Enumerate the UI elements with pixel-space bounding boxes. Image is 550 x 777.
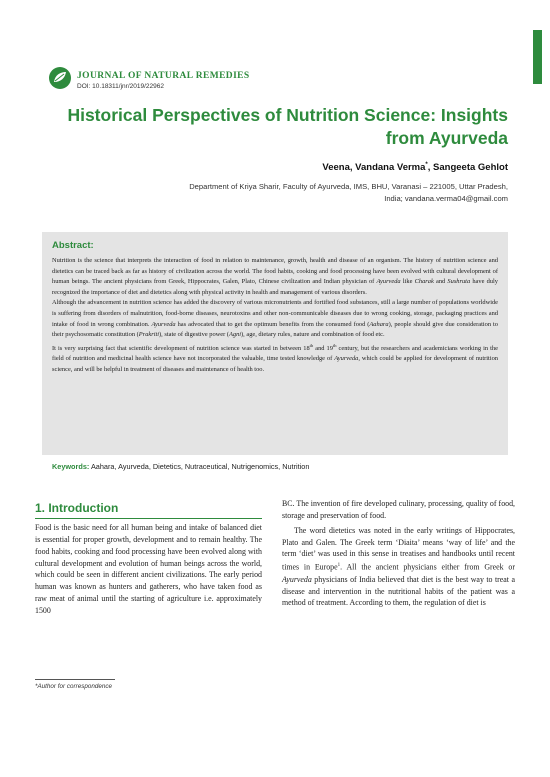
abstract-text: , which could be applied for development of nutrition science, and will be helpful in treatment of diseases and maintenance of health too. (52, 355, 498, 374)
body-column-right (282, 498, 515, 609)
title-line-1: Historical Perspectives of Nutrition Science: Insights (67, 105, 508, 125)
correspondence-mark: * (425, 162, 428, 168)
abstract-term: Prakriti (138, 331, 160, 339)
body-text: . All the ancient physicians either from Greek or (340, 562, 515, 572)
author-list (322, 162, 508, 173)
abstract-paragraph-3 (52, 341, 498, 376)
journal-header (48, 66, 488, 94)
abstract-text: ), state of digestive power ( (159, 331, 229, 339)
affiliation-line-1: Department of Kriya Sharir, Faculty of Ayurveda, IMS, BHU, Varanasi – 221005, Uttar Pradesh, (189, 182, 508, 191)
abstract-term: Agni (228, 331, 242, 339)
abstract-term: Ayurveda (376, 278, 401, 286)
author-names-a: Veena, Vandana Verma (322, 162, 426, 174)
abstract-body (52, 256, 498, 376)
body-text: physicians of India believed that diet is the best way to treat a disease and intervention in the nutritional habits of the patient was a method of treatment. According to them, the regulation of diet is (282, 574, 515, 608)
body-paragraph-right-1: BC. The invention of fire developed culinary, processing, quality of food, storage and preservation of food. (282, 499, 515, 520)
abstract-text: It is very surprising fact that scientific development of nutrition science was started in between 18 (52, 344, 310, 352)
abstract-heading: Abstract: (52, 240, 94, 251)
side-color-bar (533, 30, 542, 84)
abstract-text: Although the advancement in nutrition science has added the discovery of various micronutrients and fortified food substances, still a large number of populations worldwide is suffering from disorders of malnutrition, food-borne diseases, neurotoxins and other non-communicable diseases due to wrong cooking, storage, packaging practices and intake of food in wrong combination. (52, 299, 498, 328)
reference-mark: 1 (337, 563, 341, 569)
footnote: *Author for correspondence (35, 683, 113, 690)
journal-name: JOURNAL OF NATURAL REMEDIES (77, 71, 250, 81)
abstract-term: Ayurveda (334, 355, 359, 363)
body-column-left (35, 522, 262, 617)
keywords-label: Keywords: (52, 462, 90, 471)
affiliation (108, 181, 508, 205)
affiliation-line-2: India; vandana.verma04@gmail.com (384, 194, 508, 203)
abstract-text: have duly recognized the importance of diet and dietetics along with physical activity in health and management of various disorders. (52, 278, 498, 296)
abstract-term: Sushruta (447, 278, 471, 286)
abstract-term: Charak (414, 278, 434, 286)
section-rule (35, 518, 262, 519)
abstract-term: Ayurveda (151, 320, 176, 328)
keywords-value: Aahara, Ayurveda, Dietetics, Nutraceutical, Nutrigenomics, Nutrition (90, 462, 310, 471)
journal-logo-icon (48, 66, 72, 90)
abstract-text: like (400, 278, 415, 286)
ordinal-suffix: th (332, 342, 337, 348)
body-paragraph-left: Food is the basic need for all human being and intake of balanced diet is essential for proper growth, development and to remain healthy. The food habits, cooking and food processing have been evolved along with cultural development and evolution of human beings across the world, which could be seen in different ancient civilizations. The early period human was known as hunters and gatherers, who have taken food as raw meat of animal until the starting of agriculture i.e. approximately 1500 (35, 523, 262, 615)
abstract-box (42, 232, 508, 455)
abstract-paragraph-1 (52, 256, 498, 298)
abstract-paragraph-2 (52, 298, 498, 340)
body-text: The word dietetics was noted in the early writings of Hippocrates, Plato and Galen. The Greek term ‘Diaita’ means ‘way of life’ and the term ‘diet’ was used in this sense in treatises and handbooks until recent times in Europe (282, 525, 515, 572)
abstract-text: and 19 (313, 344, 333, 352)
abstract-text: century, but the researchers and academicians working in the field of nutrition and medicinal health science have not incorporated the valuable, time tested knowledge of (52, 344, 498, 363)
body-paragraph-right-2 (282, 525, 515, 610)
ordinal-suffix: th (309, 342, 314, 348)
abstract-text: ), people should give due consideration to their psychosomatic constitution ( (52, 320, 498, 339)
section-title: 1. Introduction (35, 501, 119, 515)
abstract-text: Nutrition is the science that interprets the interaction of food in relation to maintenance, growth, health and disease of an organism. The history of nutrition science and dietetics can be traced back as far as history of civilization across the world. The food habits, cooking and food processing have been evolved with cultural development of human beings. The ancient physicians from Greek, Hippocrates, Galen, Plato, Chinese civilization and Indian physician of (52, 257, 498, 286)
body-term: Ayurveda (282, 574, 312, 584)
footnote-rule (35, 679, 115, 680)
keywords-line (52, 462, 309, 471)
abstract-text: and (433, 278, 448, 286)
abstract-text: ), age, dietary rules, nature and combination of food etc. (241, 331, 385, 339)
abstract-text: has advocated that to get the optimum benefits from the consumed food ( (175, 320, 370, 328)
article-title (48, 104, 508, 150)
abstract-term: Aahara (369, 320, 389, 328)
title-line-2: from Ayurveda (385, 128, 508, 148)
doi-text: DOI: 10.18311/jnr/2019/22962 (77, 83, 164, 90)
author-names-b: , Sangeeta Gehlot (427, 162, 508, 174)
